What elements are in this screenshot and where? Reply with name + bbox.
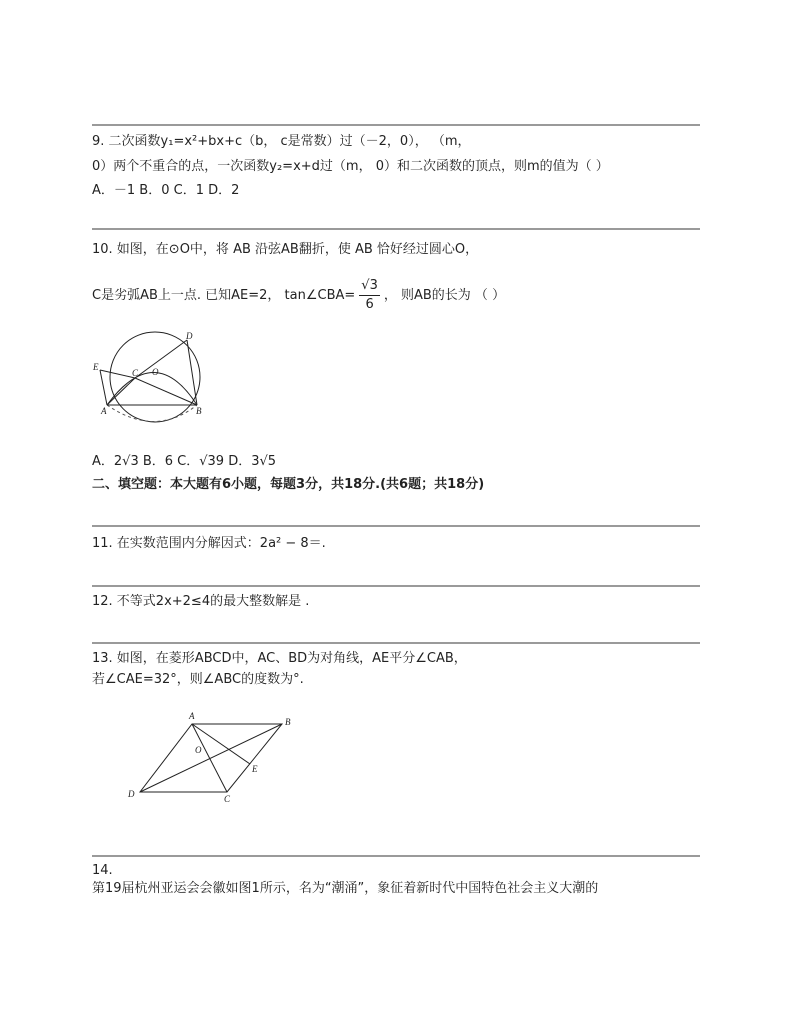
q14-line-1: 第19届杭州亚运会会徽如图1所示，名为“潮涌”，象征着新时代中国特色社会主义大潮的: [92, 881, 599, 896]
q10-tan-fraction: [359, 277, 380, 314]
divider-q9: [92, 124, 700, 126]
q10-label-b: B: [196, 406, 202, 416]
q13-diagonal-ac: [192, 724, 227, 792]
q9-line-1: 9. 二次函数y₁=x²+bx+c（b， c是常数）过（－2，0）， （m，: [92, 134, 471, 149]
q10-dashed-arc: [107, 405, 197, 422]
q10-label-d: D: [186, 331, 193, 341]
q13-label-a: A: [189, 711, 195, 721]
q10-label-c: C: [132, 368, 139, 378]
q10-label-a: A: [101, 406, 107, 416]
q10-fraction-denominator: 6: [365, 297, 374, 312]
q13-label-o: O: [195, 745, 202, 755]
q10-line-2b: ， 则AB的长为 （ ）: [383, 288, 506, 303]
q9-line-2: 0）两个不重合的点，一次函数y₂=x+d过（m， 0）和二次函数的顶点，则m的值为（ ）: [92, 159, 609, 174]
divider-q13: [92, 642, 700, 644]
q10-label-e: E: [93, 362, 99, 372]
q10-circle-figure: [90, 330, 220, 430]
q10-line-cd: [135, 340, 187, 378]
q13-line-2: 若∠CAE=32°，则∠ABC的度数为°.: [92, 672, 304, 687]
q14-number: 14.: [92, 863, 113, 878]
q12-text: 12. 不等式2x+2≤4的最大整数解是 .: [92, 594, 310, 609]
q10-line-1: 10. 如图，在⊙O中，将 AB 沿弦AB翻折，使 AB 恰好经过圆心O，: [92, 242, 479, 257]
q10-line-db: [187, 340, 197, 405]
q10-line-ec: [100, 370, 135, 378]
divider-q14: [92, 855, 700, 857]
q13-label-c: C: [224, 794, 231, 804]
q13-label-b: B: [285, 717, 291, 727]
q10-line-ac: [107, 378, 135, 405]
q13-diagonal-bd: [140, 724, 282, 792]
q11-text: 11. 在实数范围内分解因式：2a² − 8＝.: [92, 536, 326, 551]
q10-line-cb: [135, 378, 197, 405]
q13-label-e: E: [252, 764, 258, 774]
q10-line-ae: [100, 370, 107, 405]
q10-circle: [110, 332, 200, 422]
q10-fraction-numerator: √3: [359, 277, 380, 296]
divider-q11: [92, 525, 700, 527]
section-2-title: 二、填空题：本大题有6小题，每题3分，共18分.(共6题；共18分): [92, 477, 485, 492]
q10-line-2a: C是劣弧AB上一点. 已知AE=2， tan∠CBA=: [92, 288, 356, 303]
q10-line-2: [92, 276, 505, 316]
q10-folded-arc: [107, 373, 197, 406]
divider-q12: [92, 585, 700, 587]
q10-label-o: O: [152, 367, 159, 377]
q13-rhombus-figure: [122, 708, 302, 808]
divider-q10: [92, 228, 700, 230]
q13-label-d: D: [128, 789, 135, 799]
q9-options: A．－1 B．0 C．1 D．2: [92, 183, 240, 198]
q10-options: A．2√3 B．6 C．√39 D．3√5: [92, 454, 277, 469]
q13-line-1: 13. 如图，在菱形ABCD中，AC、BD为对角线，AE平分∠CAB，: [92, 651, 467, 666]
